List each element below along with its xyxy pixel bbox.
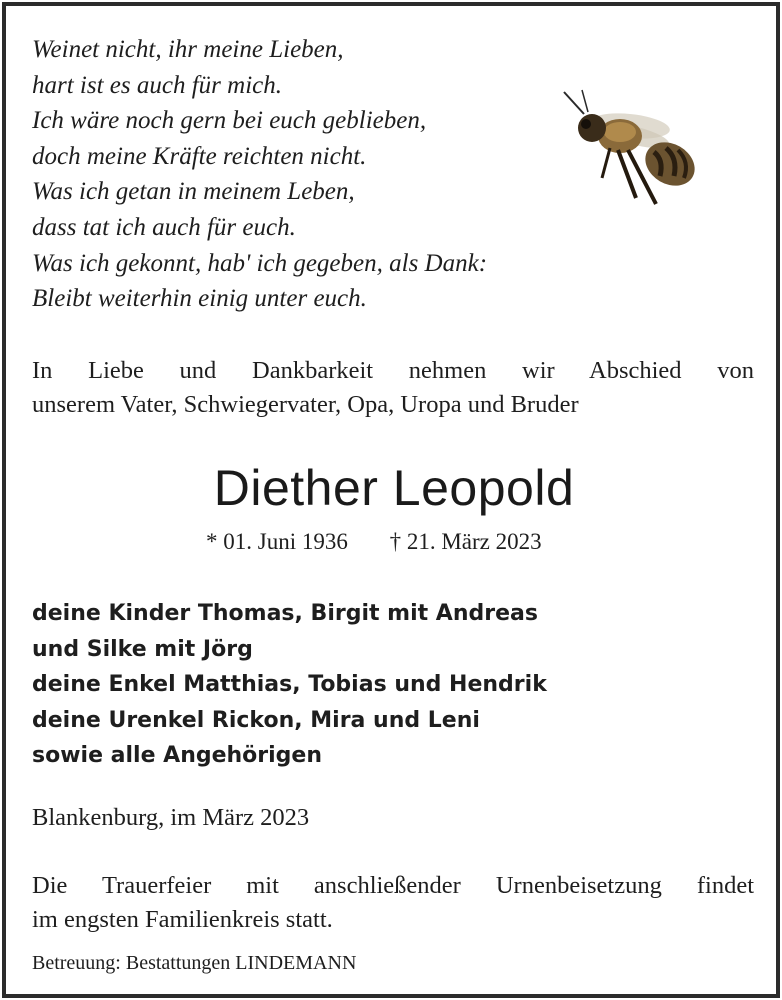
mourner-line: deine Kinder Thomas, Birgit mit Andreas [32, 601, 538, 626]
poem-line: dass tat ich auch für euch. [32, 213, 296, 241]
mourners-list [32, 596, 547, 774]
intro-line: In Liebe und Dankbarkeit nehmen wir Abschied von [32, 357, 754, 384]
mourner-line: sowie alle Angehörigen [32, 743, 323, 768]
poem-line: doch meine Kräfte reichten nicht. [32, 142, 367, 170]
poem-line: Ich wäre noch gern bei euch geblieben, [32, 107, 427, 135]
funeral-home-credit: Betreuung: Bestattungen LINDEMANN [32, 952, 357, 974]
poem-line: hart ist es auch für mich. [32, 71, 282, 99]
obituary-notice [2, 2, 780, 998]
mourner-line: und Silke mit Jörg [32, 636, 253, 662]
poem-line: Weinet nicht, ihr meine Lieben, [32, 36, 344, 63]
bee-icon [558, 86, 708, 221]
poem-line: Was ich getan in meinem Leben, [32, 178, 355, 206]
memorial-poem [32, 32, 487, 317]
place-and-date: Blankenburg, im März 2023 [32, 804, 310, 831]
farewell-intro [32, 354, 754, 422]
deceased-name: Diether Leopold [213, 460, 575, 516]
poem-line: Was ich gekonnt, hab' ich gegeben, als Dank: [32, 249, 488, 277]
ceremony-line: im engsten Familienkreis statt. [32, 906, 333, 933]
ceremony-line: Die Trauerfeier mit anschließender Urnenbeisetzung findet [32, 872, 754, 899]
mourner-line: deine Urenkel Rickon, Mira und Leni [32, 707, 480, 733]
mourner-line: deine Enkel Matthias, Tobias und Hendrik [32, 672, 547, 697]
birth-date: * 01. Juni 1936 [206, 529, 348, 554]
death-date: † 21. März 2023 [389, 529, 542, 554]
life-dates [206, 527, 542, 557]
poem-line: Bleibt weiterhin einig unter euch. [32, 285, 367, 313]
ceremony-notice [32, 869, 754, 937]
intro-line: unserem Vater, Schwiegervater, Opa, Uropa und Bruder [32, 391, 579, 418]
